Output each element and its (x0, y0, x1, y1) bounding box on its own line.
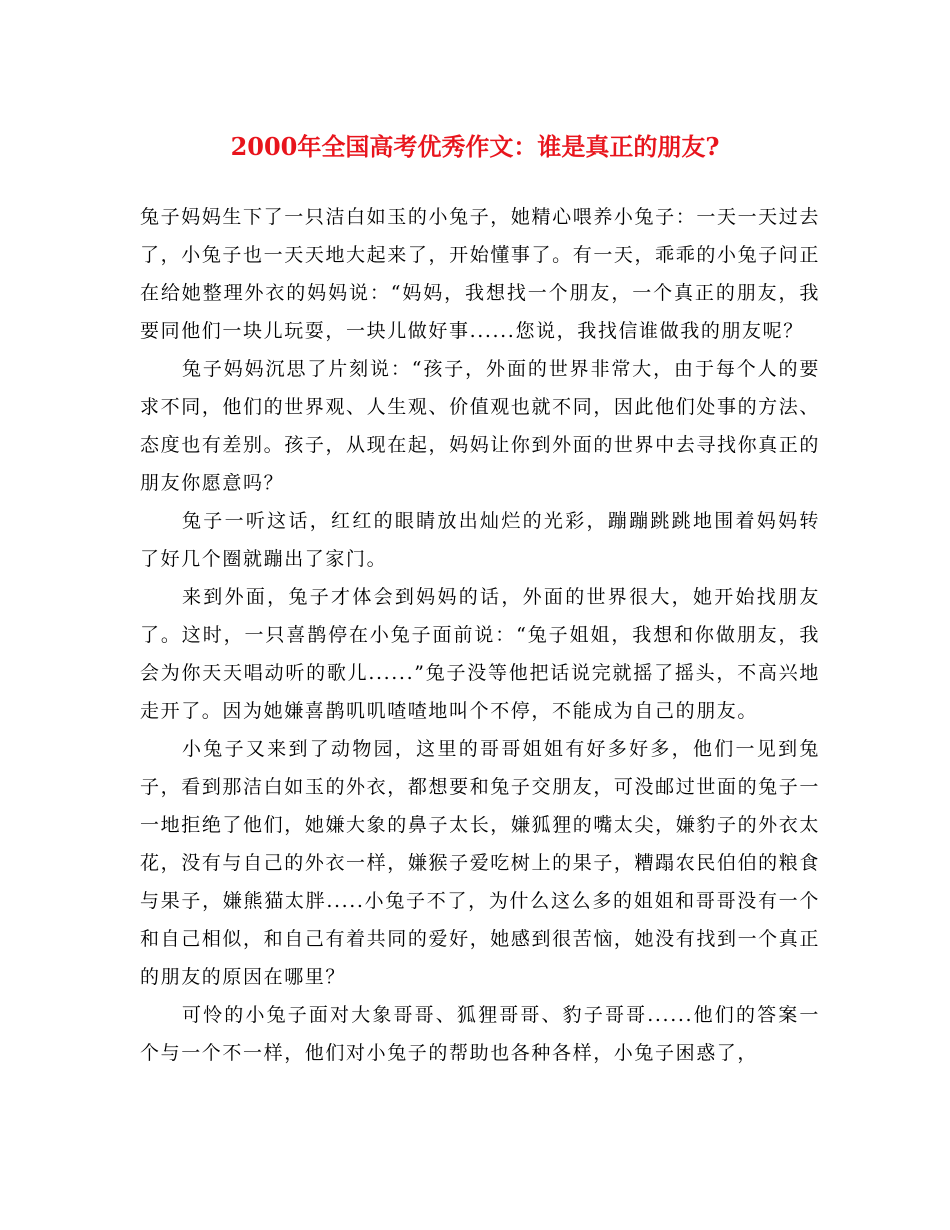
paragraph-3: 兔子一听这话，红红的眼睛放出灿烂的光彩，蹦蹦跳跳地围着妈妈转了好几个圈就蹦出了家门。 (140, 510, 820, 570)
paragraph-6: 可怜的小兔子面对大象哥哥、狐狸哥哥、豹子哥哥......他们的答案一个与一个不一样，他们对小兔子的帮助也各种各样，小兔子困惑了， (140, 1004, 820, 1064)
document-body (140, 198, 820, 1072)
paragraph-2: 兔子妈妈沉思了片刻说：“孩子，外面的世界非常大，由于每个人的要求不同，他们的世界观、人生观、价值观也就不同，因此他们处事的方法、态度也有差别。孩子，从现在起，妈妈让你到外面的世界中去寻找你真正的朋友你愿意吗？ (140, 358, 820, 494)
document-title: 2000年全国高考优秀作文：谁是真正的朋友? (230, 132, 720, 161)
paragraph-4: 来到外面，兔子才体会到妈妈的话，外面的世界很大，她开始找朋友了。这时，一只喜鹊停在小兔子面前说：“兔子姐姐，我想和你做朋友，我会为你天天唱动听的歌儿......”兔子没等他把话说完就摇了摇头，不高兴地走开了。因为她嫌喜鹊叽叽喳喳地叫个不停，不能成为自己的朋友。 (140, 586, 820, 722)
paragraph-1: 兔子妈妈生下了一只洁白如玉的小兔子，她精心喂养小兔子：一天一天过去了，小兔子也一天天地大起来了，开始懂事了。有一天，乖乖的小兔子问正在给她整理外衣的妈妈说：“妈妈，我想找一个朋友，一个真正的朋友，我要同他们一块儿玩耍，一块儿做好事......您说，我找信谁做我的朋友呢？ (140, 206, 820, 342)
paragraph-5: 小兔子又来到了动物园，这里的哥哥姐姐有好多好多，他们一见到兔子，看到那洁白如玉的外衣，都想要和兔子交朋友，可没邮过世面的兔子一一地拒绝了他们，她嫌大象的鼻子太长，嫌狐狸的嘴太尖，嫌豹子的外衣太花，没有与自己的外衣一样，嫌猴子爱吃树上的果子，糟蹋农民伯伯的粮食与果子，嫌熊猫太胖.....小兔子不了，为什么这么多的姐姐和哥哥没有一个和自己相似，和自己有着共同的爱好，她感到很苦恼，她没有找到一个真正的朋友的原因在哪里？ (140, 738, 820, 988)
